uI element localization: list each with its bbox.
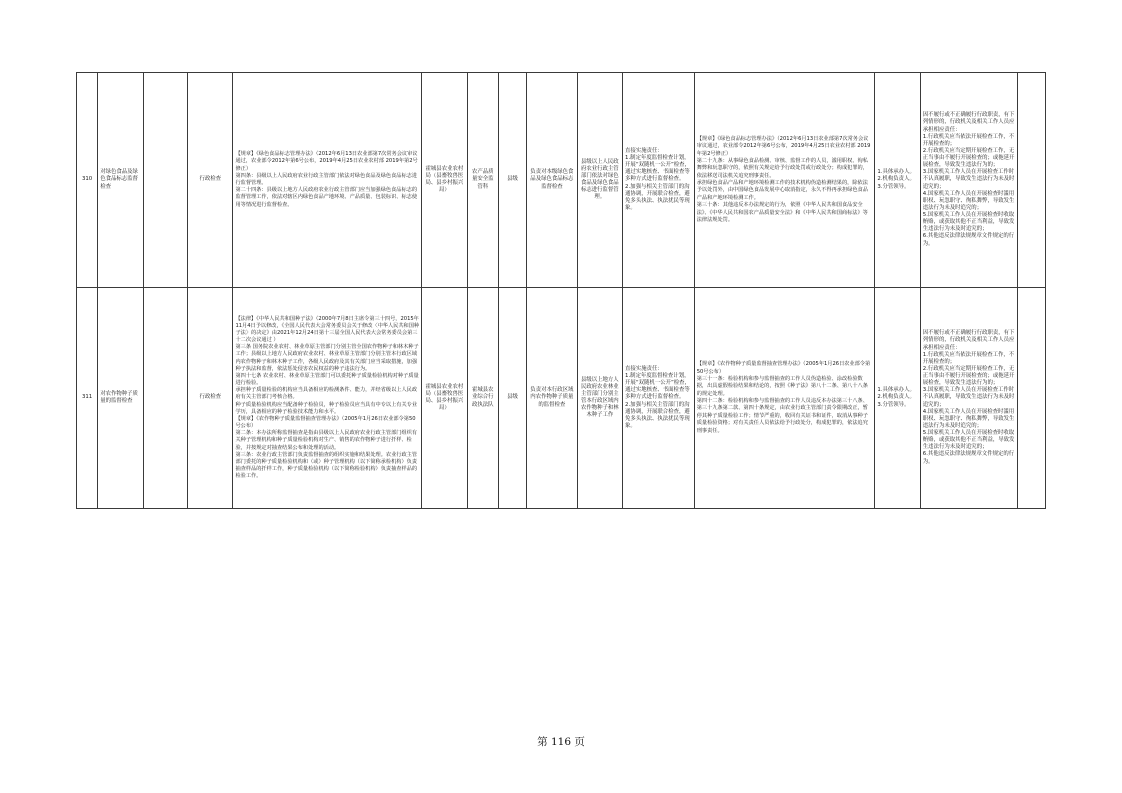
responsibility-content: 直接实施责任： 1.制定年度监督检查计划，开展“双随机一公开”检查，通过实地核查、书面检查等多种方式进行监督检查。 2.加强与相关主管部门的沟通协调，开展联合检查，避免多头执法、执法扰民等现象。	[625, 365, 690, 429]
accountability-situations: 因不履行或不正确履行行政职责，有下列情形的，行政机关及相关工作人员应承担相应责任： 1.行政机关应当依法开展检查工作，不开展检查的； 2.行政机关应当定期开展检查工作，无正当事由不履行开展检查的；或拖延开展检查，导致发生违法行为的； 3.国家机关工作人员在开展检查工作时不认真履职，导致发生违法行为未及时追究的； 4.国家机关工作人员在开展检查时滥用职权、玩忽职守、徇私舞弊，导致发生违法行为未及时追究的； 5.国家机关工作人员在开展检查时收取贿赂，或获取其他不正当利益，导致发生违法行为未及时追究的； 6.其他违反法律法规规章文件规定的行为。	[922, 112, 1015, 247]
legal-basis: 【法律】《中华人民共和国种子法》（2000年7月8日主席令第三十四号，2015年11月4日予以修改，《全国人民代表大会常务委员会关于修改〈中华人民共和国种子法〉的决定》由2021年12月24日第十三届全国人民代表大会常务委员会第三十二次会议通过 ） 第三条 国务院农业农村、林业草原主管部门分别主管全国农作物种子和林木种子工作；县级以上地方人民政府农业农村、林业草原主管部门分别主管本行政区域内农作物种子和林木种子工作，各级人民政府及其有关部门应当采取措施，加强种子执法和监督，依法惩处侵害农民权益的种子违法行为。 第四十七条 农业农村、林业草原主管部门可以委托种子质量检验机构对种子质量进行检验。 承担种子质量检验的机构应当具备相应的检测条件、能力，并经省级以上人民政府有关主管部门考核合格。 种子质量检验机构应当配备种子检验员，种子检验员应当具有中专以上有关专业学历，具备相应的种子检验技术能力和水平。 【规章】《农作物种子质量监督抽查管理办法》（2005年1月26日农业部令第50号公布） 第二条：本办法所称监督抽查是指由县级以上人民政府农业行政主管部门组织有关种子管理机构和种子质量检验机构对生产、销售的农作物种子进行扦样、检验，并按规定对抽查结果公布和处理的活动。 第三条：农业行政主管部门负责监督抽查的组织实施和结果处理。农业行政主管部门委托的种子质量检验机构和（或）种子管理机构（以下简称承检机构）负责抽查样品的扦样工作，种子质量检验机构（以下简称检验机构）负责抽查样品的检验工作。	[235, 315, 420, 480]
accountability-situations-cell	[920, 73, 1017, 288]
accountability-situations-cell	[920, 288, 1017, 509]
power-category: 行政检查	[188, 288, 233, 509]
accountability-basis-cell	[694, 73, 875, 288]
page-number: 第 116 页	[537, 736, 585, 748]
legal-basis: 【规章】《绿色食品标志管理办法》（2012年6月13日农业部第7次常务会议审议通过，农业部令2012年第6号公布，2019年4月25日农业农村部 2019年第2号修正） 第四条：县级以上人民政府农业行政主管部门依法对绿色食品及绿色食品标志进行监督管理。 第二十四条：县级以上地方人民政府农业行政主管部门应当加强绿色食品标志的监督管理工作，依法对辖区内绿色食品产地环境、产品质量、包装标识、标志使用等情况进行监督检查。	[235, 151, 418, 208]
subitem-name	[143, 288, 187, 509]
undertaking-dept: 霍城县农业综合行政执法队	[467, 288, 498, 509]
row-seq: 311	[77, 288, 98, 509]
remark	[1017, 73, 1045, 288]
accountability-basis-cell	[694, 288, 875, 509]
item-name: 对农作物种子质量的监督检查	[98, 288, 143, 509]
table-row	[77, 73, 1046, 288]
row-seq: 310	[77, 73, 98, 288]
legal-basis-cell	[233, 73, 422, 288]
subitem-name	[143, 73, 187, 288]
accountability-targets: 1.具体承办人。 2.机构负责人。 3.分管领导。	[877, 169, 915, 190]
undertaking-dept: 农产品质量安全监管科	[467, 73, 498, 288]
accountability-basis: 【规章】《绿色食品标志管理办法》（2012年6月13日农业部第7次常务会议审议通过，农业部令2012年第6号公布，2019年4月25日农业农村部 2019年第2号修正） 第二十九条：从事绿色食品检测、审核、监督工作的人员，滥用职权、徇私舞弊和玩忽职守的，依照有关规定给予行政处罚或行政处分；构成犯罪的，依法移送司法机关追究刑事责任。 承担绿色食品产品和产地环境检测工作的技术机构伪造检测结果的，除依法予以处罚外，由中国绿色食品发展中心取消指定，永久不得再承担绿色食品产品和产地环境检测工作。 第三十条：其他违反本办法规定的行为，依照《中华人民共和国食品安全法》、《中华人民共和国农产品质量安全法》和《中华人民共和国商标法》等法律法规处罚。	[696, 135, 871, 223]
exercise-level: 县级	[498, 73, 526, 288]
jurisdiction-scope: 负责对本行政区域内农作物种子质量的监督检查	[527, 288, 577, 509]
responsibility-content-cell	[623, 288, 695, 509]
exercise-level: 县级	[498, 288, 526, 509]
item-name: 对绿色食品及绿色食品标志监督检查	[98, 73, 143, 288]
jurisdiction-scope: 负责对本级绿色食品及绿色食品标志监督检查	[527, 73, 577, 288]
table-row	[77, 288, 1046, 509]
power-list-table	[76, 72, 1046, 509]
responsibility-content: 直接实施责任： 1.制定年度监督检查计划，开展“双随机一公开”检查，通过实地核查、书面检查等多种方式进行监督检查。 2.加强与相关主管部门的沟通协调，开展联合检查，避免多头执法、执法扰民等现象。	[625, 147, 690, 211]
accountability-basis: 【规章】《农作物种子质量监督抽查管理办法》（2005年1月26日农业部令第50号公布） 第三十一条：检验机构和参与监督抽查的工作人员伪造检验、涂改检验数据，出具虚假检验结果和结论的，按照《种子法》第八十二条、第八十八条的规定处理。 第四十二条：检验机构和参与监督抽查的工作人员违反本办法第三十八条、第三十九条第二款、第四十条规定，由农业行政主管部门责令限期改正，暂停其种子质量检验工作；情节严重的，收回有关证书和证件，取消从事种子质量检验资格；对有关责任人员依法给予行政处分，构成犯罪的，依法追究刑事责任。	[696, 361, 871, 434]
power-category: 行政检查	[188, 73, 233, 288]
responsibility-content-cell	[623, 73, 695, 288]
implementing-subject: 霍城县农业农村局（县畜牧兽医局、县乡村振兴局）	[422, 288, 467, 509]
legal-basis-cell	[233, 288, 422, 509]
remark	[1017, 288, 1045, 509]
accountability-targets-cell	[875, 73, 920, 288]
implementing-subject: 霍城县农业农村局（县畜牧兽医局、县乡村振兴局）	[422, 73, 467, 288]
accountability-situations: 因不履行或不正确履行行政职责，有下列情形的，行政机关及相关工作人员应承担相应责任： 1.行政机关应当依法开展检查工作，不开展检查的； 2.行政机关应当定期开展检查工作，无正当事由不履行开展检查的；或拖延开展检查，导致发生违法行为的； 3.国家机关工作人员在开展检查工作时不认真履职，导致发生违法行为未及时追究的； 4.国家机关工作人员在开展检查时滥用职权、玩忽职守、徇私舞弊，导致发生违法行为未及时追究的； 5.国家机关工作人员在开展检查时收取贿赂，或获取其他不正当利益，导致发生违法行为未及时追究的； 6.其他违反法律法规规章文件规定的行为。	[922, 330, 1015, 465]
responsible-party: 县级以上人民政府农业行政主管部门依法对绿色食品及绿色食品标志进行监督管理。	[577, 73, 622, 288]
accountability-targets-cell	[875, 288, 920, 509]
accountability-targets: 1.具体承办人。 2.机构负责人。 3.分管领导。	[877, 387, 915, 408]
responsible-party: 县级以上地方人民政府农业林业主管部门分别主管本行政区域内农作物种子和林木种子工作	[577, 288, 622, 509]
